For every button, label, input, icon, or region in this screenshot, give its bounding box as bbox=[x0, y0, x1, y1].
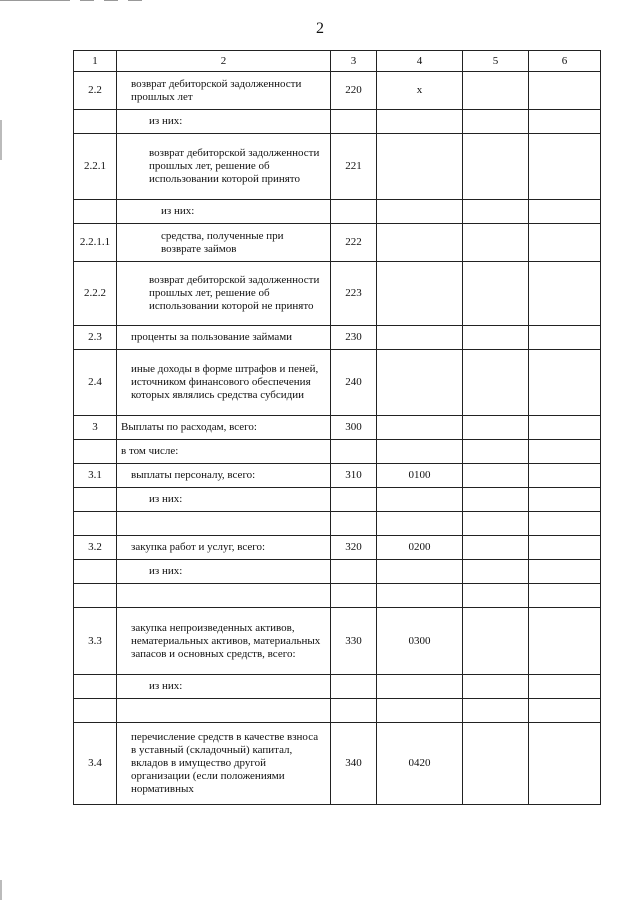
row-number-cell bbox=[74, 699, 117, 723]
row-col5-cell bbox=[463, 416, 529, 440]
row-col6-cell bbox=[529, 326, 601, 350]
row-col4-cell bbox=[377, 560, 463, 584]
scan-artifact-line bbox=[0, 0, 70, 1]
row-description-cell: проценты за пользование займами bbox=[117, 326, 331, 350]
row-col5-cell bbox=[463, 350, 529, 416]
row-code-cell bbox=[331, 560, 377, 584]
row-code-cell: 222 bbox=[331, 224, 377, 262]
row-description-cell bbox=[117, 584, 331, 608]
row-col4-cell bbox=[377, 134, 463, 200]
scan-edge-mark bbox=[0, 120, 2, 160]
row-number-cell: 3.1 bbox=[74, 464, 117, 488]
scan-artifact-line bbox=[80, 0, 94, 1]
table-row bbox=[74, 536, 601, 560]
row-col4-cell bbox=[377, 110, 463, 134]
row-code-cell bbox=[331, 110, 377, 134]
row-code-cell: 240 bbox=[331, 350, 377, 416]
row-number-cell bbox=[74, 488, 117, 512]
row-description-cell: из них: bbox=[117, 560, 331, 584]
row-col6-cell bbox=[529, 488, 601, 512]
row-col5-cell bbox=[463, 262, 529, 326]
header-cell: 4 bbox=[377, 51, 463, 72]
row-number-cell: 2.3 bbox=[74, 326, 117, 350]
row-col6-cell bbox=[529, 110, 601, 134]
row-number-cell bbox=[74, 584, 117, 608]
row-col4-cell bbox=[377, 440, 463, 464]
row-code-cell: 220 bbox=[331, 72, 377, 110]
row-description-cell: Выплаты по расходам, всего: bbox=[117, 416, 331, 440]
row-number-cell bbox=[74, 675, 117, 699]
row-col4-cell bbox=[377, 699, 463, 723]
financial-table bbox=[73, 50, 601, 805]
row-code-cell: 221 bbox=[331, 134, 377, 200]
row-description-cell: из них: bbox=[117, 488, 331, 512]
row-col6-cell bbox=[529, 560, 601, 584]
row-col6-cell bbox=[529, 464, 601, 488]
row-number-cell: 3.2 bbox=[74, 536, 117, 560]
row-description-cell: иные доходы в форме штрафов и пеней, источником финансового обеспечения которых являлись средства субсидии bbox=[117, 350, 331, 416]
row-col6-cell bbox=[529, 416, 601, 440]
table-row bbox=[74, 110, 601, 134]
row-col6-cell bbox=[529, 608, 601, 675]
row-col6-cell bbox=[529, 200, 601, 224]
row-col4-cell: 0200 bbox=[377, 536, 463, 560]
row-code-cell bbox=[331, 512, 377, 536]
row-code-cell: 320 bbox=[331, 536, 377, 560]
row-col4-cell bbox=[377, 224, 463, 262]
row-col6-cell bbox=[529, 440, 601, 464]
table-row bbox=[74, 262, 601, 326]
row-col6-cell bbox=[529, 72, 601, 110]
row-col5-cell bbox=[463, 512, 529, 536]
row-col5-cell bbox=[463, 464, 529, 488]
table-row bbox=[74, 608, 601, 675]
row-number-cell bbox=[74, 560, 117, 584]
table-row bbox=[74, 224, 601, 262]
row-description-cell: в том числе: bbox=[117, 440, 331, 464]
page-number: 2 bbox=[316, 20, 324, 37]
row-col5-cell bbox=[463, 488, 529, 512]
scan-artifact-line bbox=[104, 0, 118, 1]
row-col5-cell bbox=[463, 699, 529, 723]
row-col5-cell bbox=[463, 584, 529, 608]
table-row bbox=[74, 675, 601, 699]
row-description-cell: возврат дебиторской задолженности прошлых лет, решение об использовании которой не принято bbox=[117, 262, 331, 326]
row-col6-cell bbox=[529, 224, 601, 262]
row-number-cell: 3 bbox=[74, 416, 117, 440]
row-code-cell: 310 bbox=[331, 464, 377, 488]
row-col5-cell bbox=[463, 200, 529, 224]
row-col5-cell bbox=[463, 675, 529, 699]
row-col4-cell: x bbox=[377, 72, 463, 110]
row-code-cell: 330 bbox=[331, 608, 377, 675]
row-code-cell bbox=[331, 584, 377, 608]
row-number-cell bbox=[74, 512, 117, 536]
header-cell: 6 bbox=[529, 51, 601, 72]
row-number-cell: 3.4 bbox=[74, 723, 117, 805]
row-number-cell bbox=[74, 200, 117, 224]
table-row bbox=[74, 350, 601, 416]
row-description-cell: перечисление средств в качестве взноса в уставный (складочный) капитал, вкладов в имущество другой организации (если положениями нормативных bbox=[117, 723, 331, 805]
row-col4-cell bbox=[377, 326, 463, 350]
header-cell: 1 bbox=[74, 51, 117, 72]
row-col5-cell bbox=[463, 560, 529, 584]
row-code-cell: 223 bbox=[331, 262, 377, 326]
table-row bbox=[74, 723, 601, 805]
row-col5-cell bbox=[463, 536, 529, 560]
header-cell: 3 bbox=[331, 51, 377, 72]
row-col6-cell bbox=[529, 699, 601, 723]
row-number-cell: 2.2 bbox=[74, 72, 117, 110]
row-col5-cell bbox=[463, 134, 529, 200]
row-col4-cell: 0300 bbox=[377, 608, 463, 675]
row-col4-cell bbox=[377, 512, 463, 536]
table-row bbox=[74, 134, 601, 200]
table-row bbox=[74, 200, 601, 224]
row-col4-cell bbox=[377, 200, 463, 224]
row-col5-cell bbox=[463, 72, 529, 110]
row-code-cell bbox=[331, 488, 377, 512]
row-number-cell: 2.4 bbox=[74, 350, 117, 416]
row-description-cell: средства, полученные при возврате займов bbox=[117, 224, 331, 262]
row-col6-cell bbox=[529, 675, 601, 699]
row-description-cell: из них: bbox=[117, 200, 331, 224]
row-col4-cell bbox=[377, 262, 463, 326]
table-row bbox=[74, 512, 601, 536]
row-code-cell bbox=[331, 675, 377, 699]
row-col6-cell bbox=[529, 262, 601, 326]
row-number-cell: 3.3 bbox=[74, 608, 117, 675]
row-col5-cell bbox=[463, 326, 529, 350]
row-code-cell: 230 bbox=[331, 326, 377, 350]
table-row bbox=[74, 584, 601, 608]
row-description-cell bbox=[117, 512, 331, 536]
row-description-cell: закупка непроизведенных активов, нематериальных активов, материальных запасов и основных средств, всего: bbox=[117, 608, 331, 675]
row-code-cell bbox=[331, 699, 377, 723]
row-col4-cell bbox=[377, 675, 463, 699]
row-col5-cell bbox=[463, 723, 529, 805]
row-description-cell: из них: bbox=[117, 110, 331, 134]
row-col6-cell bbox=[529, 536, 601, 560]
table-row bbox=[74, 560, 601, 584]
scan-artifact-line bbox=[128, 0, 142, 1]
row-code-cell bbox=[331, 200, 377, 224]
row-col6-cell bbox=[529, 512, 601, 536]
row-col5-cell bbox=[463, 110, 529, 134]
row-number-cell bbox=[74, 440, 117, 464]
table-row bbox=[74, 326, 601, 350]
row-description-cell: из них: bbox=[117, 675, 331, 699]
row-col5-cell bbox=[463, 224, 529, 262]
row-description-cell: возврат дебиторской задолженности прошлых лет, решение об использовании которой принято bbox=[117, 134, 331, 200]
row-col6-cell bbox=[529, 584, 601, 608]
row-code-cell: 340 bbox=[331, 723, 377, 805]
header-cell: 2 bbox=[117, 51, 331, 72]
row-description-cell bbox=[117, 699, 331, 723]
table-row bbox=[74, 699, 601, 723]
row-code-cell: 300 bbox=[331, 416, 377, 440]
row-col5-cell bbox=[463, 440, 529, 464]
header-cell: 5 bbox=[463, 51, 529, 72]
scan-edge-mark bbox=[0, 880, 2, 900]
row-col4-cell: 0420 bbox=[377, 723, 463, 805]
row-col4-cell: 0100 bbox=[377, 464, 463, 488]
table-header-row bbox=[74, 51, 601, 72]
table-row bbox=[74, 416, 601, 440]
row-col4-cell bbox=[377, 488, 463, 512]
row-col5-cell bbox=[463, 608, 529, 675]
row-number-cell: 2.2.1.1 bbox=[74, 224, 117, 262]
row-code-cell bbox=[331, 440, 377, 464]
row-description-cell: выплаты персоналу, всего: bbox=[117, 464, 331, 488]
row-description-cell: закупка работ и услуг, всего: bbox=[117, 536, 331, 560]
row-col4-cell bbox=[377, 584, 463, 608]
row-number-cell: 2.2.2 bbox=[74, 262, 117, 326]
row-col6-cell bbox=[529, 350, 601, 416]
row-number-cell: 2.2.1 bbox=[74, 134, 117, 200]
table-row bbox=[74, 488, 601, 512]
row-col6-cell bbox=[529, 134, 601, 200]
table-row bbox=[74, 72, 601, 110]
row-number-cell bbox=[74, 110, 117, 134]
row-description-cell: возврат дебиторской задолженности прошлых лет bbox=[117, 72, 331, 110]
table-row bbox=[74, 440, 601, 464]
row-col6-cell bbox=[529, 723, 601, 805]
row-col4-cell bbox=[377, 416, 463, 440]
table-row bbox=[74, 464, 601, 488]
row-col4-cell bbox=[377, 350, 463, 416]
